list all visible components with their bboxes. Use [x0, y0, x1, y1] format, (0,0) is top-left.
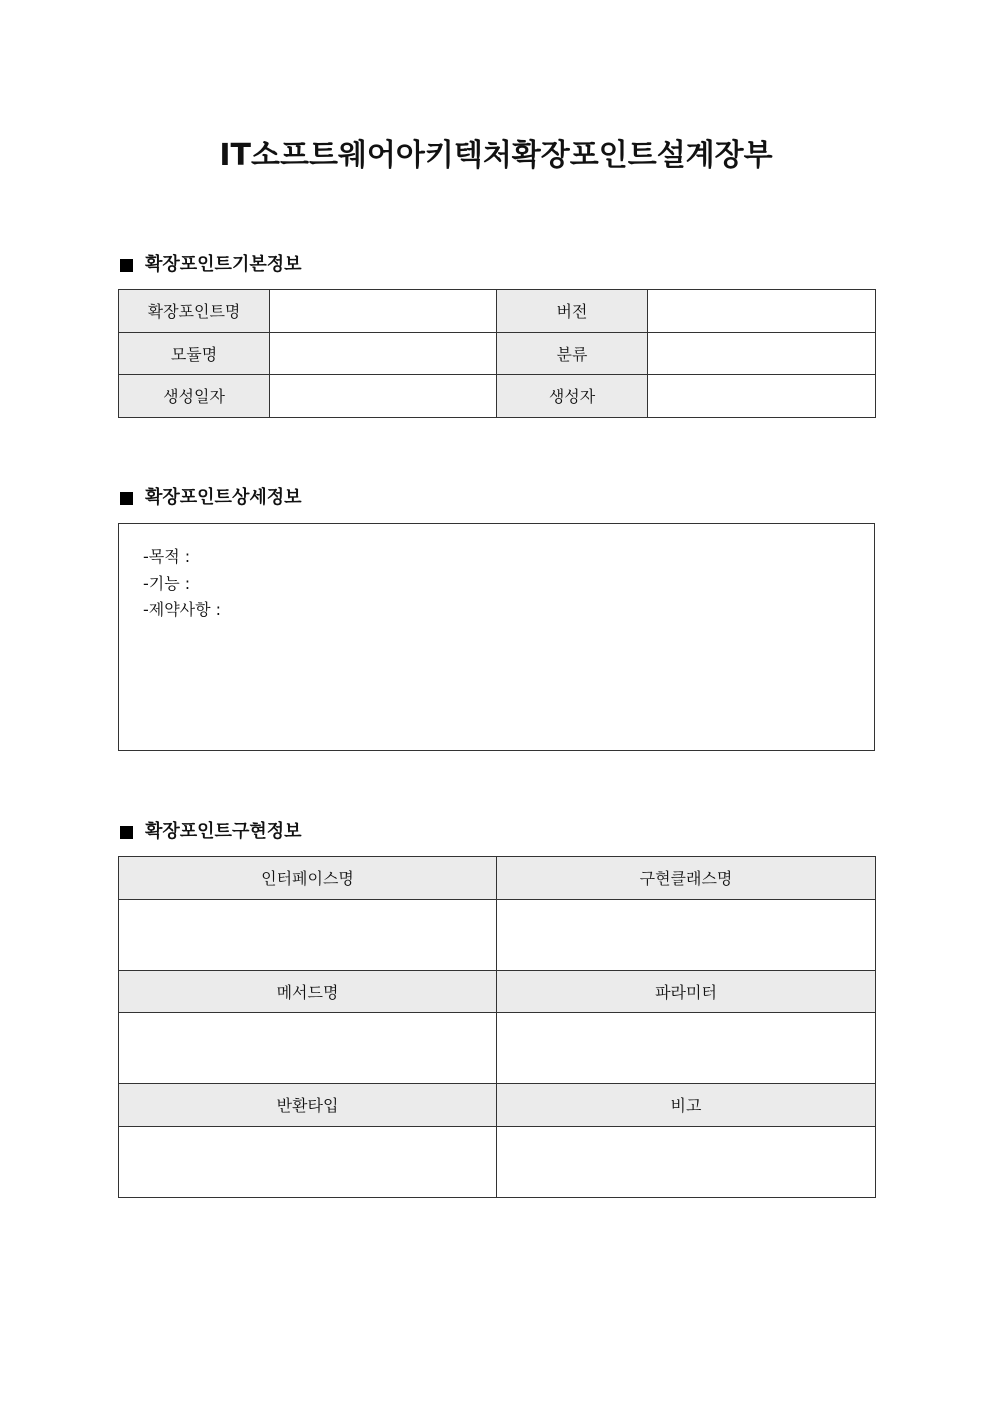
- detail-info-heading: [120, 486, 302, 510]
- return-type-label: 반환타입: [119, 1084, 497, 1127]
- category-label: 분류: [497, 332, 648, 375]
- implementation-info-heading: [120, 820, 302, 844]
- table-row: [119, 1084, 876, 1127]
- parameter-field[interactable]: [497, 1013, 876, 1084]
- category-field[interactable]: [648, 332, 876, 375]
- interface-name-field[interactable]: [119, 899, 497, 970]
- square-bullet-icon: [120, 259, 133, 272]
- extension-point-name-label: 확장포인트명: [119, 290, 270, 333]
- creator-field[interactable]: [648, 375, 876, 418]
- basic-info-heading: [120, 253, 302, 277]
- table-row: [119, 332, 876, 375]
- extension-point-name-field[interactable]: [270, 290, 497, 333]
- implementation-class-name-label: 구현클래스명: [497, 857, 876, 900]
- module-name-field[interactable]: [270, 332, 497, 375]
- created-date-field[interactable]: [270, 375, 497, 418]
- function-line: -기능 :: [143, 573, 191, 593]
- square-bullet-icon: [120, 826, 133, 839]
- basic-info-heading-text: 확장포인트기본정보: [145, 254, 302, 275]
- table-row: [119, 1013, 876, 1084]
- parameter-label: 파라미터: [497, 970, 876, 1013]
- square-bullet-icon: [120, 492, 133, 505]
- table-row: [119, 970, 876, 1013]
- implementation-info-table: [118, 856, 876, 1198]
- version-field[interactable]: [648, 290, 876, 333]
- method-name-field[interactable]: [119, 1013, 497, 1084]
- method-name-label: 메서드명: [119, 970, 497, 1013]
- basic-info-table: [118, 289, 876, 418]
- implementation-class-name-field[interactable]: [497, 899, 876, 970]
- constraints-line: -제약사항 :: [143, 600, 222, 619]
- implementation-info-heading-text: 확장포인트구현정보: [145, 821, 302, 842]
- version-label: 버전: [497, 290, 648, 333]
- module-name-label: 모듈명: [119, 332, 270, 375]
- created-date-label: 생성일자: [119, 375, 270, 418]
- purpose-line: -목적 :: [143, 547, 191, 566]
- detail-info-box[interactable]: [118, 523, 875, 751]
- table-row: [119, 375, 876, 418]
- remarks-field[interactable]: [497, 1126, 876, 1197]
- detail-info-heading-text: 확장포인트상세정보: [145, 487, 302, 508]
- table-row: [119, 290, 876, 333]
- creator-label: 생성자: [497, 375, 648, 418]
- document-title: IT소프트웨어아키텍처확장포인트설계장부: [219, 138, 773, 173]
- table-row: [119, 1126, 876, 1197]
- table-row: [119, 899, 876, 970]
- remarks-label: 비고: [497, 1084, 876, 1127]
- table-row: [119, 857, 876, 900]
- return-type-field[interactable]: [119, 1126, 497, 1197]
- interface-name-label: 인터페이스명: [119, 857, 497, 900]
